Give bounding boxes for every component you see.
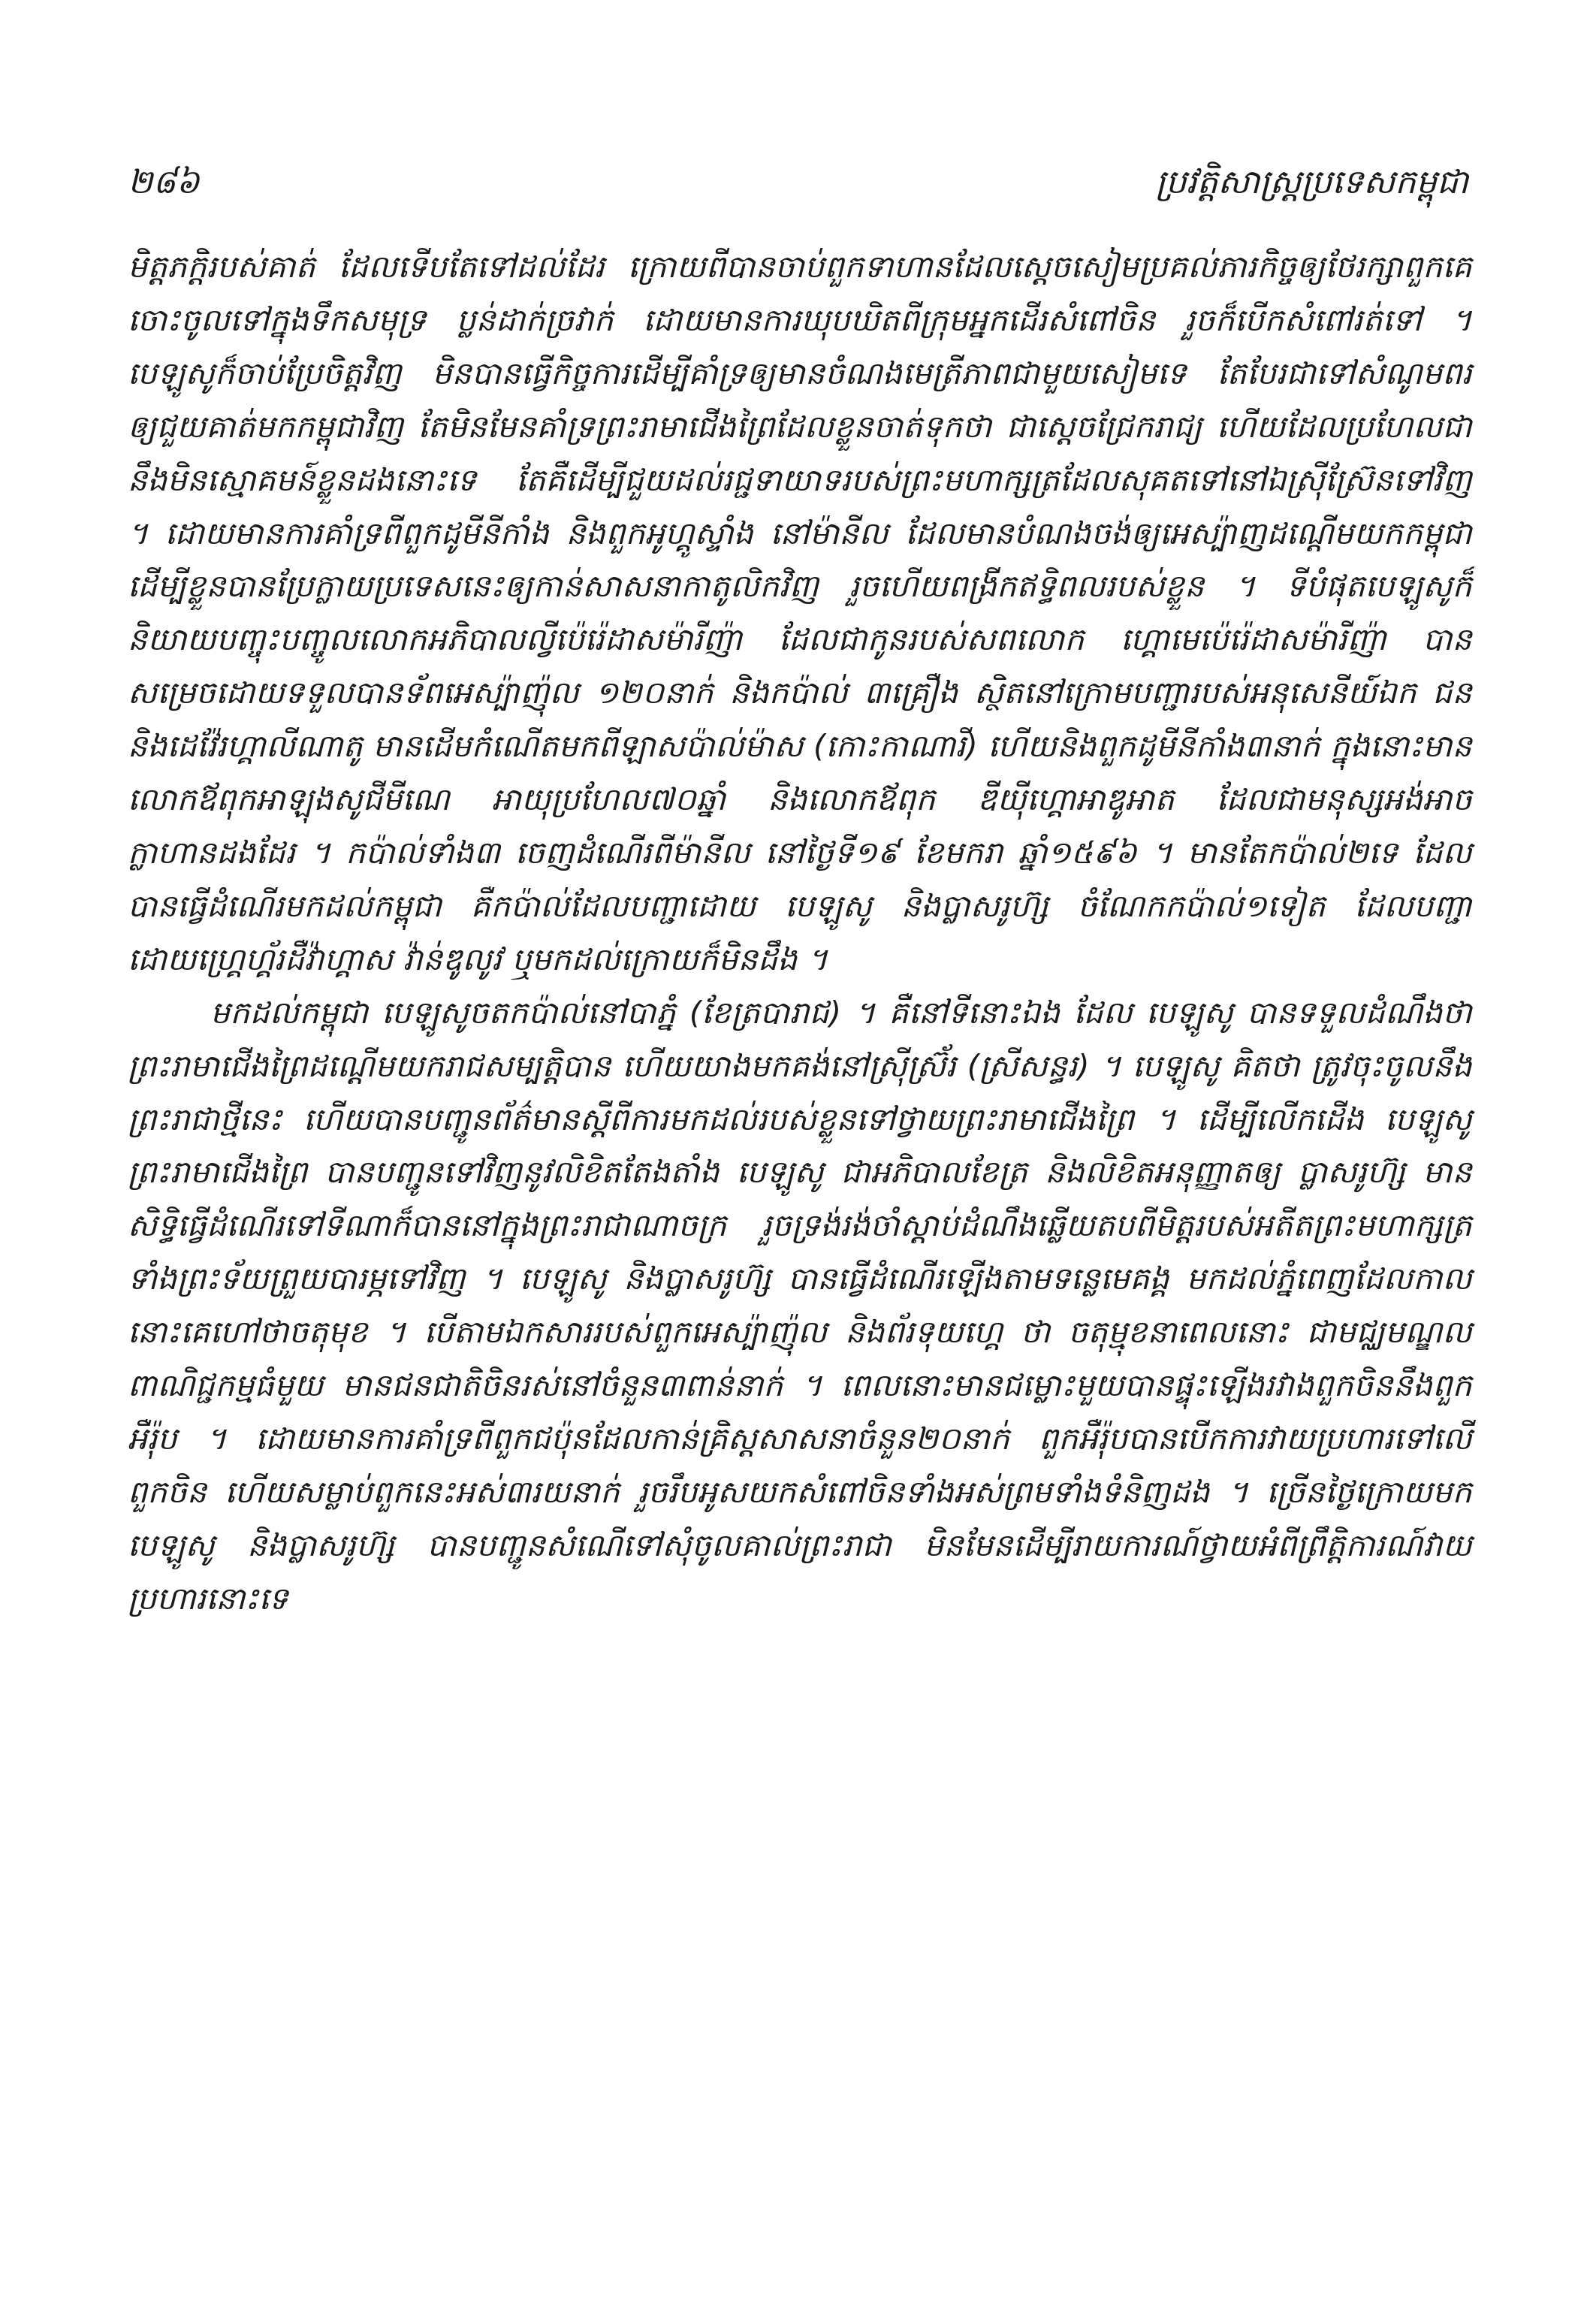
page-number: ២៨៦ [128, 163, 200, 201]
book-title: ប្រវត្តិសាស្ត្រប្រទេសកម្ពុជា [1155, 163, 1468, 201]
running-header [128, 162, 1468, 214]
paragraph: មកដល់កម្ពុជា បេឡូសូចតកប៉ាល់នៅបាភ្នំ (ខែត្របារាជ) ។ គឺនៅទីនោះឯង ដែល បេឡូសូ បានទទួលដំណឹងថា ព្រះរាមាជើងព្រៃដណ្តើមយករាជសម្បត្តិបាន ហើយយាងមកគង់នៅស៊្រីស៊្រ័រ (ស្រីសន្ធរ) ។ បេឡូសូ គិតថា ត្រូវចុះចូលនឹងព្រះរាជាថ្មីនេះ ហើយបានបញ្ជូនព័ត៌មានស្តីពីការមកដល់របស់ខ្លួនទៅថ្វាយព្រះរាមាជើងព្រៃ ។ ដើម្បីលើកដើង បេឡូសូ ព្រះរាមាជើងព្រៃ បានបញ្ជូនទៅវិញនូវលិខិតតែងតាំង បេឡូសូ ជាអភិបាលខែត្រ និងលិខិតអនុញ្ញាតឲ្យ ប្លាសរូហ៊្ស មានសិទ្ធិធ្វើដំណើរទៅទីណាក៏បាននៅក្នុងព្រះរាជាណាចក្រ រួចទ្រង់រង់ចាំស្តាប់ដំណឹងឆ្លើយតបពីមិត្តរបស់អតីតព្រះមហាក្សត្រទាំងព្រះទ័យព្រួយបារម្ភទៅវិញ ។ បេឡូសូ និងប្លាសរូហ៊្ស បានធ្វើដំណើរឡើងតាមទន្លេមេគង្គ មកដល់ភ្នំពេញដែលកាលនោះគេហៅថាចតុមុខ ។ បើតាមឯកសាររបស់ពួកអេស្ប៉ាញ៉ុល និងព័រទុយហ្គេ ថា ចតុម្មុខនាពេលនោះ ជាមជ្ឈមណ្ឌលពាណិជ្ជកម្មធំមួយ មានជនជាតិចិនរស់នៅចំនួន៣ពាន់នាក់ ។ ពេលនោះមានជម្លោះមួយបានផ្ទុះឡើងរវាងពួកចិននឹងពួកអឺរ៉ុប ។ ដោយមានការគាំទ្រពីពួកជប៉ុនដែលកាន់គ្រិស្តសាសនាចំនួន២០នាក់ ពួកអឺរ៉ុបបានបើកការវាយប្រហារទៅលើពួកចិន ហើយសម្លាប់ពួកនេះអស់៣រយនាក់ រួចរឹបអូសយកសំពៅចិនទាំងអស់ព្រមទាំងទំនិញដង ។ ច្រើនថ្ងៃក្រោយមក បេឡូសូ និងប្លាសរូហ៊្ស បានបញ្ជូនសំណើទៅសុំចូលគាល់ព្រះរាជា មិនមែនដើម្បីរាយការណ៍ថ្វាយអំពីព្រឹត្តិការណ៍វាយប្រហារនោះទេ [128, 994, 1472, 1617]
paragraph: មិត្តភក្តិរបស់គាត់ ដែលទើបតែទៅដល់ដែរ ក្រោយពីបានចាប់ពួកទាហានដែលស្តេចសៀមប្រគល់ភារកិច្ចឲ្យថែរក្សាពួកគេ ចោះចូលទៅក្នុងទឹកសមុទ្រ ប្លន់ដាក់ច្រវាក់ ដោយមានការឃុបឃិតពីក្រុមអ្នកដើរសំពៅចិន រួចក៏បើកសំពៅរត់ទៅ ។ បេឡូសូក៏ចាប់ប្រែចិត្តវិញ មិនបានធ្វើកិច្ចការដើម្បីគាំទ្រឲ្យមានចំណងមេត្រីភាពជាមួយសៀមទេ តែបែរជាទៅសំណូមពរឲ្យជួយគាត់មកកម្ពុជាវិញ តែមិនមែនគាំទ្រព្រះរាមាជើងព្រៃដែលខ្លួនចាត់ទុកថា ជាស្តេចជ្រែករាជ្យ ហើយដែលប្រហែលជានឹងមិនស្មោគមន៍ខ្លួនដងនោះទេ តែគឺដើម្បីជួយដល់រជ្ជទាយាទរបស់ព្រះមហាក្សត្រដែលសុគតទៅនៅឯស៊្រីស៊្រែនទៅវិញ ។ ដោយមានការគាំទ្រពីពួកដូមីនីកាំង និងពួកអូហ្គូស្ទាំង នៅម៉ានីល ដែលមានបំណងចង់ឲ្យអេស្ប៉ាញដណ្តើមយកកម្ពុជា ដើម្បីខ្លួនបានប្រែក្លាយប្រទេសនេះឲ្យកាន់សាសនាកាតូលិកវិញ រួចហើយពង្រីកឥទ្ធិពលរបស់ខ្លួន ។ ទីបំផុតបេឡូសូក៏និយាយបញ្ចុះបញ្ចូលលោកអភិបាលល្វីប៉េរ៉េដាសម៉ារីញ៉ា ដែលជាកូនរបស់សពលោក ហ្គោមេប៉េរ៉េដាសម៉ារីញ៉ា បានសម្រេចដោយទទួលបានទ័ពអេស្ប៉ាញ៉ុល ១២០នាក់ និងកប៉ាល់ ៣គ្រឿង ស្ថិតនៅក្រោមបញ្ជារបស់អនុសេនីយ៍ឯក ជន និងដេវ៉ែរហ្គាលីណាតូ មានដើមកំណើតមកពីឡាសប៉ាល់ម៉ាស (កោះកាណារី) ហើយនិងពួកដូមីនីកាំង៣នាក់ ក្នុងនោះមានលោកឪពុកអាឡុងសូជីមីណេ អាយុប្រហែល៧០ឆ្នាំ និងលោកឪពុក ឌីយ៉ីហ្គោអាឌូអាត ដែលជាមនុស្សអង់អាចក្លាហានដងដែរ ។ កប៉ាល់ទាំង៣ ចេញដំណើរពីម៉ានីល នៅថ្ងៃទី១៩ ខែមករា ឆ្នាំ១៥៩៦ ។ មានតែកប៉ាល់២ទេ ដែលបានធ្វើដំណើរមកដល់កម្ពុជា គឺកប៉ាល់ដែលបញ្ជាដោយ បេឡូសូ និងប្លាសរូហ៊្ស ចំណែកកប៉ាល់១ទៀត ដែលបញ្ជាដោយហ្គ្រេហ្គ័រដឺវ៉ាហ្គាស វ៉ាន់ឌូលូវ ឬមកដល់ក្រោយក៏មិនដឹង ។ [128, 249, 1472, 977]
body-text [128, 240, 1472, 1626]
